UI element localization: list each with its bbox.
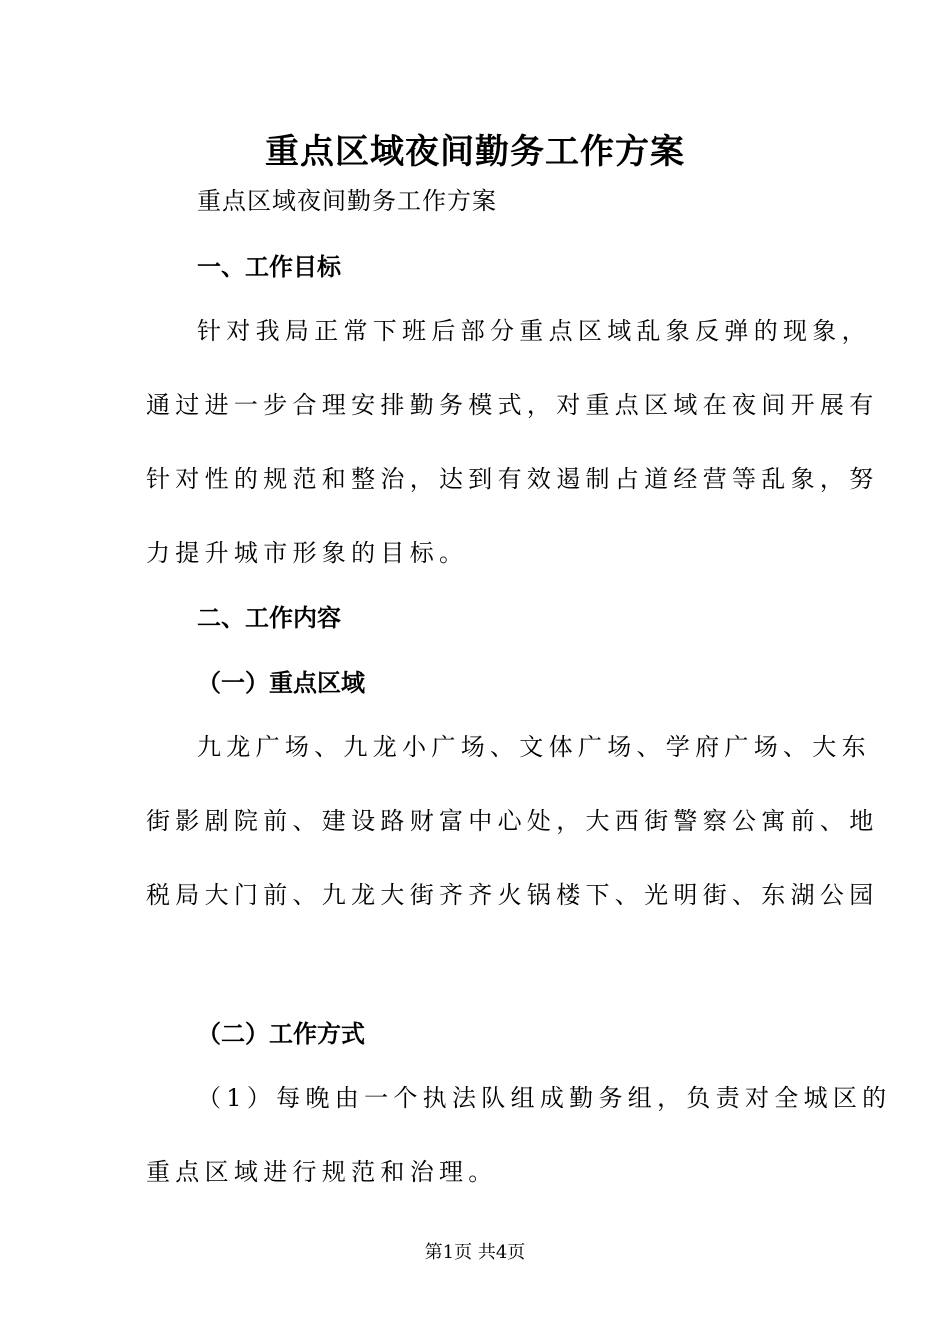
paragraph-line: 街影剧院前、建设路财富中心处，大西街警察公寓前、地 (146, 807, 879, 835)
paragraph-line: 通过进一步合理安排勤务模式，对重点区域在夜间开展有 (146, 391, 879, 419)
paragraph-line: 重点区域进行规范和治理。 (146, 1158, 498, 1186)
document-title: 重点区域夜间勤务工作方案 (265, 132, 685, 172)
paragraph-line: 九龙广场、九龙小广场、文体广场、学府广场、大东 (197, 733, 871, 761)
paragraph-line: 税局大门前、九龙大街齐齐火锅楼下、光明街、东湖公园 (146, 881, 879, 909)
page-footer: 第1页 共4页 (424, 1242, 526, 1263)
paragraph-line: 力提升城市形象的目标。 (146, 539, 469, 567)
paragraph-line: （1）每晚由一个执法队组成勤务组，负责对全城区的 (197, 1084, 892, 1112)
section-heading-content: 二、工作内容 (197, 604, 341, 632)
paragraph-line: 针对我局正常下班后部分重点区域乱象反弹的现象， (197, 317, 871, 345)
document-subtitle: 重点区域夜间勤务工作方案 (197, 187, 497, 215)
paragraph-line: 针对性的规范和整治，达到有效遏制占道经营等乱象，努 (146, 465, 879, 493)
subsection-heading-method: （二）工作方式 (197, 1020, 365, 1048)
subsection-heading-areas: （一）重点区域 (197, 669, 365, 697)
section-heading-goal: 一、工作目标 (197, 253, 341, 281)
